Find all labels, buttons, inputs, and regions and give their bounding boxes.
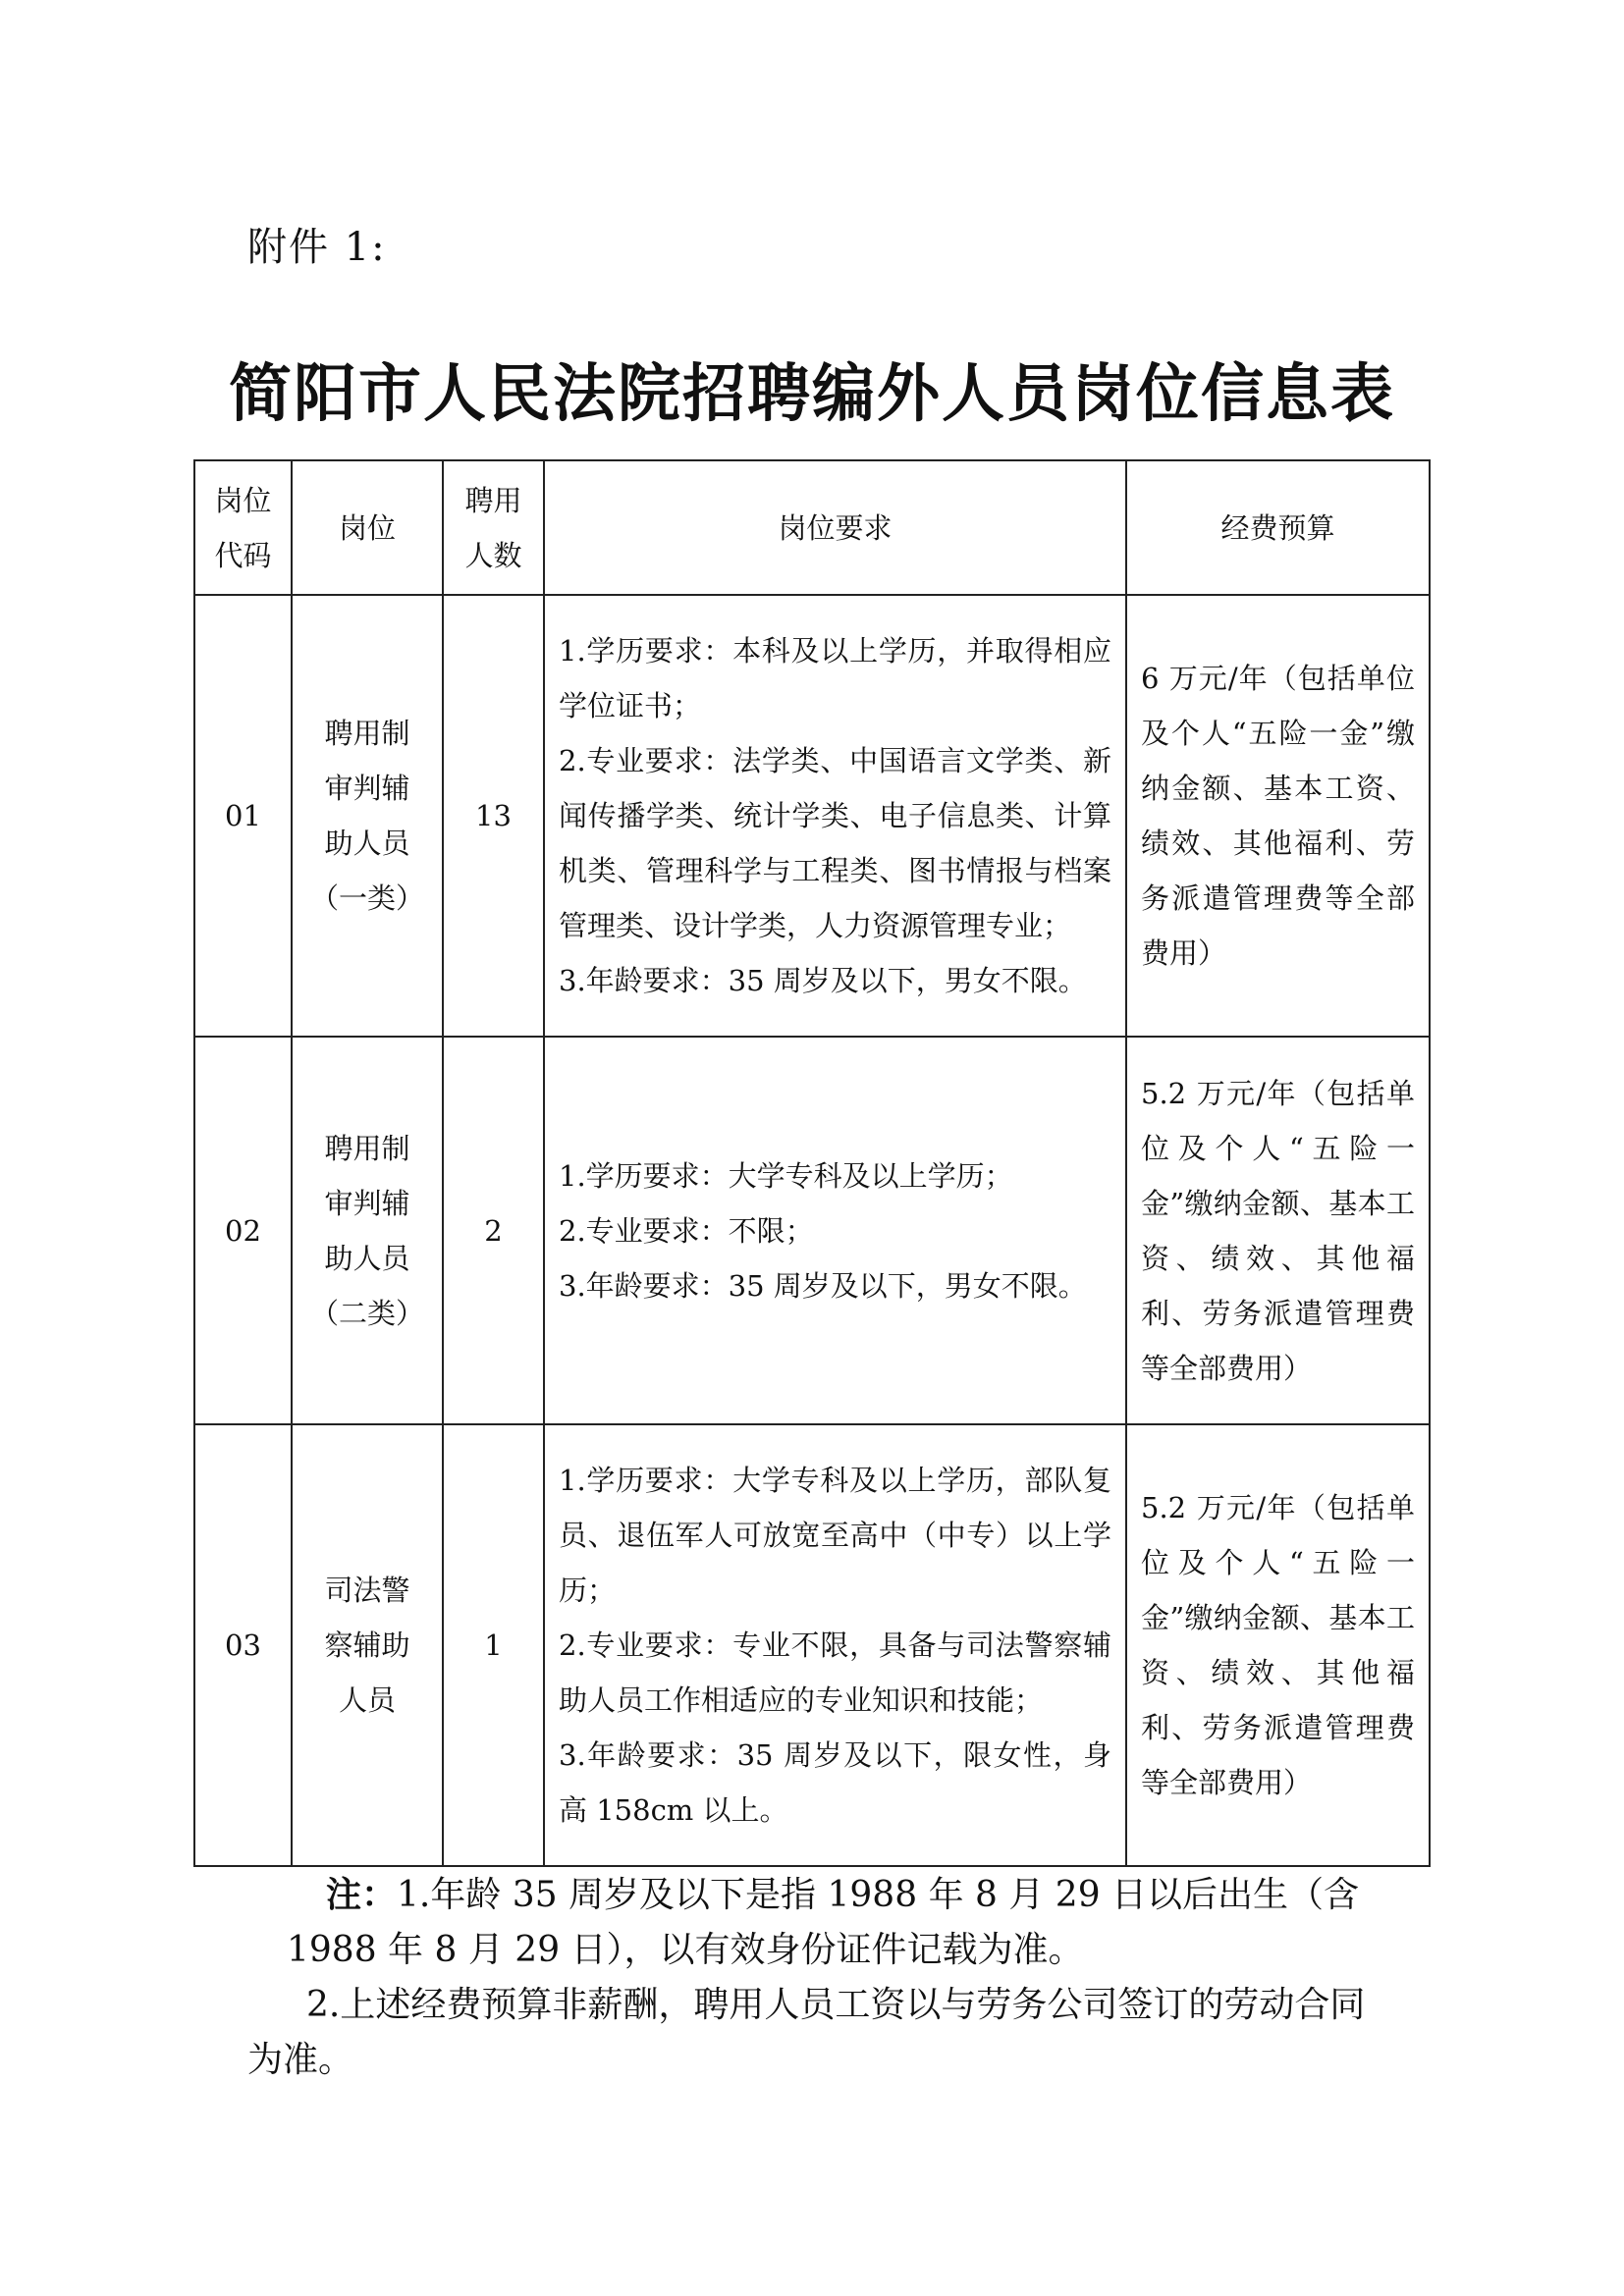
row-requirements bbox=[544, 1037, 1126, 1424]
table-row bbox=[194, 1037, 1430, 1424]
attachment-label: 附件 1: bbox=[247, 225, 387, 270]
note-1: 注：1.年龄 35 周岁及以下是指 1988 年 8 月 29 日以后出生（含 bbox=[326, 1874, 1360, 1915]
header-count: 聘用 人数 bbox=[443, 460, 544, 595]
row-count: 1 bbox=[443, 1424, 544, 1866]
row-position: 聘用制 审判辅 助人员 （二类） bbox=[292, 1037, 443, 1424]
requirement-item: 1.学历要求：本科及以上学历，并取得相应学位证书； bbox=[559, 634, 1111, 722]
row-code: 01 bbox=[194, 595, 292, 1037]
row-budget: 5.2 万元/年（包括单位及个人“五险一金”缴纳金额、基本工资、绩效、其他福利、劳务派遣管理费等全部费用） bbox=[1126, 1424, 1430, 1866]
page-title: 简阳市人民法院招聘编外人员岗位信息表 bbox=[229, 357, 1395, 431]
table-row bbox=[194, 1424, 1430, 1866]
table-header-row bbox=[194, 460, 1430, 595]
requirement-item: 1.学历要求：大学专科及以上学历； bbox=[559, 1158, 1013, 1193]
table-row bbox=[194, 595, 1430, 1037]
requirement-item: 2.专业要求：法学类、中国语言文学类、新闻传播学类、统计学类、电子信息类、计算机类、管理科学与工程类、图书情报与档案管理类、设计学类，人力资源管理专业； bbox=[559, 744, 1111, 942]
note-1-continued: 1988 年 8 月 29 日），以有效身份证件记载为准。 bbox=[287, 1930, 1084, 1970]
header-code: 岗位 代码 bbox=[194, 460, 292, 595]
row-count: 13 bbox=[443, 595, 544, 1037]
row-requirements bbox=[544, 595, 1126, 1037]
requirement-item: 1.学历要求：大学专科及以上学历，部队复员、退伍军人可放宽至高中（中专）以上学历； bbox=[559, 1464, 1111, 1607]
requirement-item: 3.年龄要求：35 周岁及以下，限女性，身高 158cm 以上。 bbox=[559, 1738, 1111, 1827]
notes-label: 注： bbox=[326, 1874, 398, 1915]
header-position: 岗位 bbox=[292, 460, 443, 595]
note-2: 2.上述经费预算非薪酬，聘用人员工资以与劳务公司签订的劳动合同为准。 bbox=[247, 1985, 1366, 2080]
position-info-table bbox=[193, 459, 1431, 1867]
header-budget: 经费预算 bbox=[1126, 460, 1430, 595]
row-requirements bbox=[544, 1424, 1126, 1866]
row-code: 03 bbox=[194, 1424, 292, 1866]
row-position: 聘用制 审判辅 助人员 （一类） bbox=[292, 595, 443, 1037]
requirement-item: 2.专业要求：不限； bbox=[559, 1213, 814, 1248]
row-position: 司法警 察辅助 人员 bbox=[292, 1424, 443, 1866]
header-requirements: 岗位要求 bbox=[544, 460, 1126, 595]
requirement-item: 3.年龄要求：35 周岁及以下，男女不限。 bbox=[559, 1268, 1087, 1303]
row-code: 02 bbox=[194, 1037, 292, 1424]
requirement-item: 2.专业要求：专业不限，具备与司法警察辅助人员工作相适应的专业知识和技能； bbox=[559, 1629, 1111, 1717]
row-budget: 6 万元/年（包括单位及个人“五险一金”缴纳金额、基本工资、绩效、其他福利、劳务派遣管理费等全部费用） bbox=[1126, 595, 1430, 1037]
requirement-item: 3.年龄要求：35 周岁及以下，男女不限。 bbox=[559, 964, 1087, 997]
row-budget: 5.2 万元/年（包括单位及个人“五险一金”缴纳金额、基本工资、绩效、其他福利、劳务派遣管理费等全部费用） bbox=[1126, 1037, 1430, 1424]
notes-section bbox=[247, 1867, 1386, 2088]
row-count: 2 bbox=[443, 1037, 544, 1424]
